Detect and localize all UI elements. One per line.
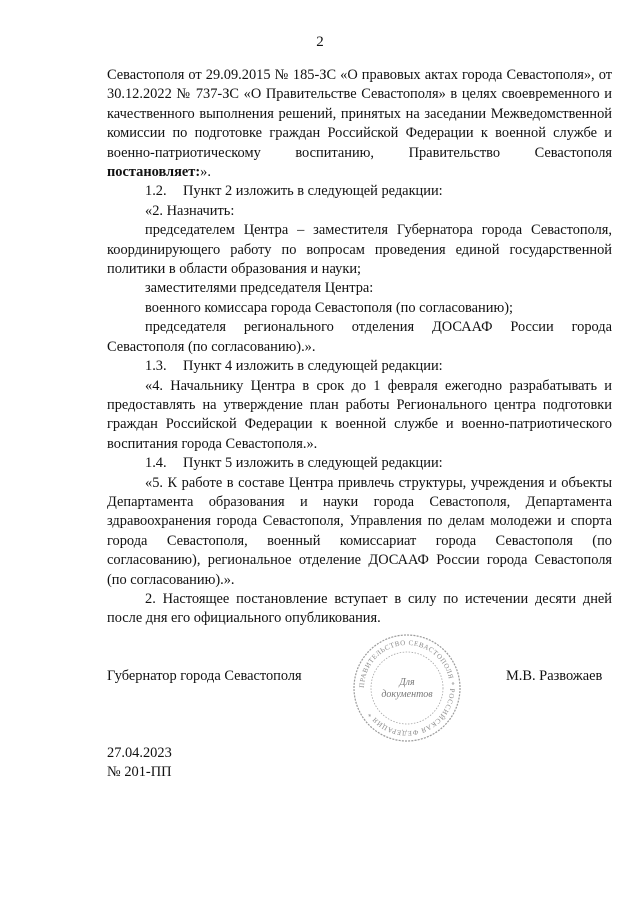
clause-text: Пункт 4 изложить в следующей редакции:	[183, 358, 443, 375]
paragraph-appoint: «2. Назначить:	[145, 202, 235, 219]
seal-inner-text-2: документов	[381, 689, 433, 700]
clause-number: 1.2.	[145, 183, 167, 200]
signatory-name: М.В. Развожаев	[506, 668, 603, 684]
paragraph-text: Севастополя от 29.09.2015 № 185-ЗС «О правовых актах города Севастополя», от 30.12.2022 № 737-ЗС «О Правительстве Севастополя» в целях своевременного и качественного выполнения решений, принятых на заседании Межведомственной комиссии по подготовке граждан Российской Федерации к военной службе и военно-патриотическому воспитанию, Правительство Севастополя	[107, 67, 612, 161]
clause-text: Пункт 2 изложить в следующей редакции:	[183, 183, 443, 200]
svg-text:ПРАВИТЕЛЬСТВО СЕВАСТОПОЛЯ * РО	[358, 639, 456, 737]
clause-1-2	[107, 182, 612, 201]
document-footer	[107, 744, 172, 783]
clause-number: 1.4.	[145, 455, 167, 472]
paragraph-deputies: заместителями председателя Центра:	[145, 280, 374, 297]
paragraph-point-5: «5. К работе в составе Центра привлечь структуры, учреждения и объекты Департамента образования и науки города Севастополя, Департамента здравоохранения города Севастополя, Управления по делам молодежи и спорта города Севастополя, военный комиссариат города Севастополя (по согласованию), региональное отделение ДОСААФ России города Севастополя (по согласованию).».	[107, 474, 612, 588]
paragraph-military-commissar: военного комиссара города Севастополя (по согласованию);	[145, 299, 513, 316]
resolution-keyword: постановляет:	[107, 164, 201, 181]
paragraph-chairman: председателем Центра – заместителя Губернатора города Севастополя, координирующего работу по вопросам проведения единой государственной политики в области образования и науки;	[107, 222, 612, 278]
official-seal-stamp	[352, 633, 462, 743]
clause-number: 1.3.	[145, 358, 167, 375]
paragraph-tail: ».	[200, 164, 211, 181]
seal-ring-text: ПРАВИТЕЛЬСТВО СЕВАСТОПОЛЯ * РОССИЙСКАЯ ФЕДЕРАЦИЯ *	[357, 638, 457, 738]
paragraph-entry-into-force: 2. Настоящее постановление вступает в силу по истечении десяти дней после дня его официального опубликования.	[107, 590, 612, 627]
page-number: 2	[316, 34, 324, 50]
signatory-position: Губернатор города Севастополя	[107, 668, 302, 684]
clause-text: Пункт 5 изложить в следующей редакции:	[183, 455, 443, 472]
clause-1-3	[107, 357, 612, 376]
document-number: № 201-ПП	[107, 764, 172, 781]
seal-inner-text-1: Для	[399, 677, 415, 688]
paragraph-point-4: «4. Начальнику Центра в срок до 1 февраля ежегодно разрабатывать и предоставлять на утверждение план работы Регионального центра подготовки граждан Российской Федерации к военной службе и военно-патриотического воспитания города Севастополя.».	[107, 377, 612, 452]
document-body	[107, 66, 612, 629]
clause-1-4	[107, 454, 612, 473]
document-date: 27.04.2023	[107, 745, 172, 761]
paragraph-preamble	[107, 66, 612, 182]
paragraph-dosaaf-chairman: председателя регионального отделения ДОСААФ России города Севастополя (по согласованию).».	[107, 319, 612, 355]
